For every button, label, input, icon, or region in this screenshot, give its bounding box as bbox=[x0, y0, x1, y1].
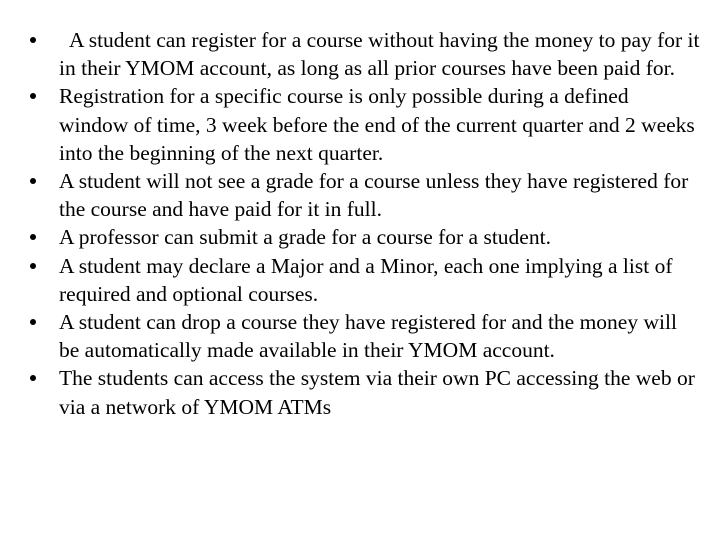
bullet-text: The students can access the system via their own PC accessing the web or via a network of YMOM ATMs bbox=[59, 366, 695, 419]
list-item bbox=[30, 223, 700, 251]
list-item bbox=[30, 308, 700, 364]
bullet-text: A student may declare a Major and a Minor, each one implying a list of required and optional courses. bbox=[59, 253, 673, 306]
bullet-text: A student can register for a course without having the money to pay for it in their YMOM account, as long as all prior courses have been paid for. bbox=[59, 28, 700, 81]
bullet-dot-icon bbox=[30, 263, 36, 269]
requirements-list bbox=[30, 26, 700, 421]
list-item bbox=[30, 252, 700, 308]
bullet-dot-icon bbox=[30, 375, 36, 381]
bullet-dot-icon bbox=[30, 93, 36, 99]
bullet-dot-icon bbox=[30, 319, 36, 325]
bullet-dot-icon bbox=[30, 234, 36, 240]
list-item bbox=[30, 167, 700, 223]
bullet-text: A student can drop a course they have registered for and the money will be automatically made available in their YMOM account. bbox=[59, 310, 677, 363]
bullet-dot-icon bbox=[30, 178, 36, 184]
bullet-dot-icon bbox=[30, 37, 36, 43]
list-item bbox=[30, 364, 700, 420]
list-item bbox=[30, 26, 700, 82]
bullet-text: A student will not see a grade for a course unless they have registered for the course and have paid for it in full. bbox=[59, 169, 689, 222]
bullet-text: Registration for a specific course is only possible during a defined window of time, 3 week before the end of the current quarter and 2 weeks into the beginning of the next quarter. bbox=[59, 84, 695, 165]
list-item bbox=[30, 82, 700, 167]
bullet-text: A professor can submit a grade for a course for a student. bbox=[59, 225, 551, 250]
